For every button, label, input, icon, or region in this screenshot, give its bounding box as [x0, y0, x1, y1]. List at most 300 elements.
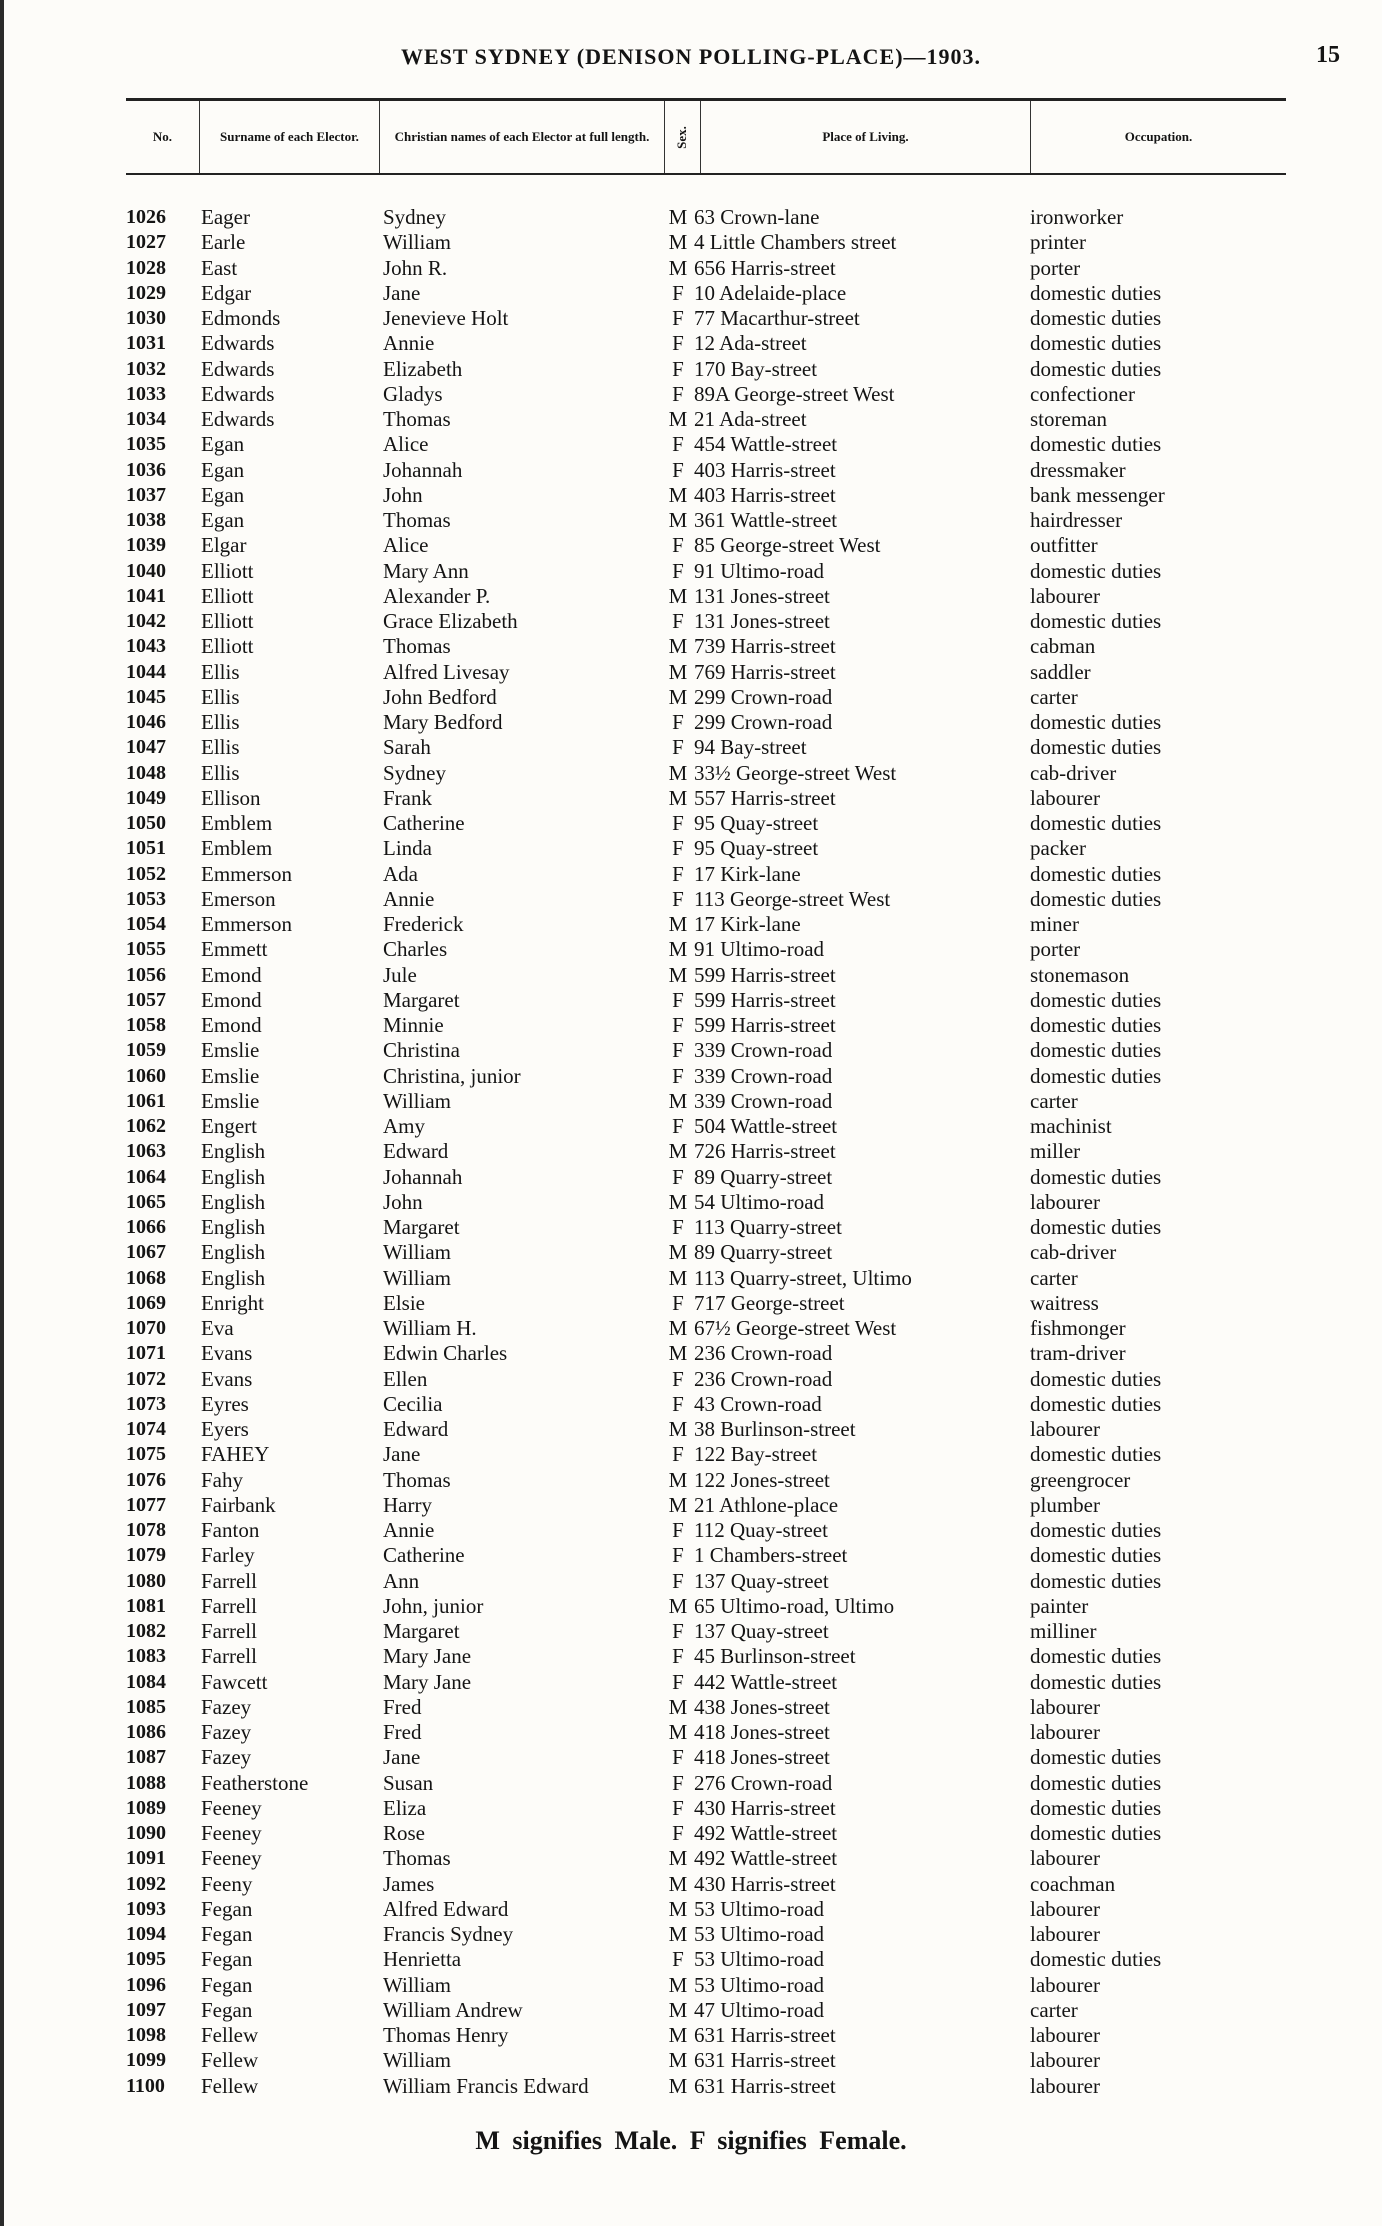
- elector-christian-names: Francis Sydney: [383, 1922, 514, 1946]
- elector-place: 33½ George-street West: [694, 760, 897, 785]
- table-row: [0, 1291, 1382, 1316]
- elector-occupation: waitress: [1030, 1290, 1099, 1315]
- elector-surname: Evans: [201, 1366, 253, 1391]
- table-row: [0, 1670, 1382, 1695]
- elector-occupation: cabman: [1030, 634, 1096, 659]
- elector-christian-names: Mary Jane: [383, 1669, 472, 1694]
- elector-christian-names: Alfred Edward: [383, 1896, 509, 1921]
- elector-christian-names: Frederick: [383, 912, 464, 936]
- table-row: [0, 1922, 1382, 1947]
- elector-christian-names: Alfred Livesay: [383, 659, 510, 684]
- elector-occupation: domestic duties: [1030, 1391, 1162, 1416]
- elector-occupation: packer: [1030, 836, 1086, 861]
- elector-place: 131 Jones-street: [694, 609, 830, 633]
- elector-surname: Ellis: [201, 684, 240, 709]
- elector-sex: F: [672, 1013, 684, 1037]
- table-row: [0, 1089, 1382, 1114]
- elector-occupation: fishmonger: [1030, 1316, 1126, 1340]
- table-row: [0, 1796, 1382, 1821]
- elector-number: 1097: [126, 1998, 166, 2021]
- elector-sex: M: [668, 1467, 688, 1492]
- elector-number: 1081: [126, 1594, 166, 1617]
- elector-sex: F: [672, 533, 684, 558]
- elector-surname: Farrell: [201, 1619, 257, 1643]
- elector-place: 557 Harris-street: [694, 785, 836, 810]
- table-row: [0, 559, 1382, 584]
- table-row: [0, 937, 1382, 962]
- elector-sex: M: [668, 1417, 688, 1441]
- elector-place: 122 Jones-street: [694, 1467, 830, 1492]
- elector-place: 361 Wattle-street: [694, 508, 838, 532]
- elector-place: 122 Bay-street: [694, 1442, 818, 1467]
- elector-place: 112 Quay-street: [694, 1518, 828, 1542]
- elector-christian-names: William H.: [383, 1316, 477, 1340]
- elector-number: 1054: [126, 913, 166, 935]
- elector-sex: M: [668, 1972, 688, 1997]
- table-row: [0, 1897, 1382, 1922]
- table-row: [0, 1846, 1382, 1871]
- elector-sex: M: [668, 583, 688, 608]
- table-row: [0, 609, 1382, 634]
- elector-sex: M: [668, 230, 688, 255]
- elector-place: 63 Crown-lane: [694, 205, 820, 229]
- elector-occupation: tram-driver: [1030, 1341, 1126, 1366]
- elector-sex: F: [672, 1442, 684, 1467]
- table-row: [0, 1594, 1382, 1619]
- elector-surname: English: [201, 1139, 266, 1164]
- elector-number: 1074: [126, 1418, 166, 1440]
- elector-number: 1029: [126, 281, 166, 304]
- elector-number: 1085: [126, 1695, 166, 1718]
- elector-occupation: cab-driver: [1030, 760, 1117, 785]
- elector-number: 1062: [126, 1115, 166, 1137]
- elector-surname: Farrell: [201, 1593, 257, 1618]
- elector-place: 85 George-street West: [694, 533, 881, 558]
- elector-christian-names: Margaret: [383, 1215, 460, 1239]
- elector-sex: F: [672, 1619, 684, 1643]
- elector-place: 95 Quay-street: [694, 836, 819, 861]
- elector-christian-names: William: [383, 230, 451, 255]
- elector-occupation: labourer: [1030, 2048, 1100, 2073]
- table-row: [0, 988, 1382, 1013]
- table-row: [0, 1695, 1382, 1720]
- elector-place: 631 Harris-street: [694, 2048, 836, 2073]
- elector-occupation: outfitter: [1030, 533, 1098, 558]
- elector-number: 1060: [126, 1064, 166, 1087]
- elector-occupation: miller: [1030, 1139, 1081, 1164]
- elector-number: 1059: [126, 1039, 166, 1062]
- elector-number: 1091: [126, 1847, 166, 1870]
- elector-surname: Egan: [201, 482, 245, 507]
- elector-occupation: domestic duties: [1030, 1215, 1162, 1239]
- elector-occupation: domestic duties: [1030, 1518, 1162, 1542]
- elector-number: 1053: [126, 887, 166, 910]
- elector-sex: F: [672, 861, 684, 886]
- elector-occupation: domestic duties: [1030, 1366, 1162, 1391]
- table-row: [0, 281, 1382, 306]
- elector-occupation: domestic duties: [1030, 1644, 1162, 1669]
- elector-place: 89 Quarry-street: [694, 1240, 833, 1265]
- table-row: [0, 357, 1382, 382]
- elector-surname: Fairbank: [201, 1492, 276, 1517]
- table-row: [0, 483, 1382, 508]
- table-row: [0, 1872, 1382, 1897]
- table-row: [0, 1821, 1382, 1846]
- elector-number: 1094: [126, 1923, 166, 1945]
- page-title: WEST SYDNEY (DENISON POLLING-PLACE)—1903.: [400, 44, 982, 69]
- elector-sex: M: [668, 684, 688, 709]
- elector-surname: Fellew: [201, 2073, 259, 2098]
- elector-christian-names: Christina: [383, 1038, 460, 1063]
- elector-sex: M: [668, 205, 688, 229]
- elector-christian-names: Harry: [383, 1492, 432, 1517]
- elector-surname: Elliott: [201, 583, 254, 608]
- elector-place: 236 Crown-road: [694, 1341, 833, 1366]
- table-row: [0, 306, 1382, 331]
- elector-surname: Engert: [201, 1114, 257, 1138]
- elector-occupation: domestic duties: [1030, 1568, 1162, 1593]
- elector-sex: F: [672, 1391, 684, 1416]
- elector-sex: F: [672, 735, 684, 760]
- elector-surname: Eva: [201, 1316, 234, 1340]
- elector-christian-names: James: [383, 1871, 435, 1896]
- elector-surname: Fegan: [201, 1972, 253, 1997]
- elector-surname: English: [201, 1164, 266, 1189]
- elector-surname: Evans: [201, 1341, 253, 1366]
- elector-surname: Ellis: [201, 760, 240, 785]
- elector-number: 1100: [126, 2074, 165, 2097]
- elector-sex: M: [668, 937, 688, 962]
- elector-christian-names: Annie: [383, 1518, 435, 1542]
- elector-surname: Emmett: [201, 937, 268, 962]
- table-row: [0, 1190, 1382, 1215]
- elector-number: 1080: [126, 1569, 166, 1592]
- elector-surname: Ellison: [201, 785, 261, 810]
- table-row: [0, 1392, 1382, 1417]
- elector-surname: Edwards: [201, 381, 275, 406]
- elector-christian-names: Ellen: [383, 1366, 428, 1391]
- elector-number: 1096: [126, 1973, 166, 1996]
- elector-sex: F: [672, 457, 684, 482]
- elector-surname: Emmerson: [201, 861, 292, 886]
- elector-place: 91 Ultimo-road: [694, 937, 825, 962]
- elector-sex: F: [672, 836, 684, 861]
- table-row: [0, 1165, 1382, 1190]
- elector-sex: M: [668, 1240, 688, 1265]
- table-row: [0, 634, 1382, 659]
- elector-occupation: labourer: [1030, 785, 1100, 810]
- elector-number: 1090: [126, 1822, 166, 1844]
- elector-place: 299 Crown-road: [694, 710, 833, 734]
- elector-christian-names: Alexander P.: [383, 583, 491, 608]
- table-row: [0, 912, 1382, 937]
- table-row: [0, 1720, 1382, 1745]
- table-row: [0, 710, 1382, 735]
- elector-sex: M: [668, 2073, 688, 2098]
- elector-christian-names: John: [383, 1189, 423, 1214]
- table-row: [0, 1240, 1382, 1265]
- elector-number: 1086: [126, 1721, 166, 1743]
- table-row: [0, 1619, 1382, 1644]
- table-row: [0, 205, 1382, 230]
- elector-occupation: domestic duties: [1030, 987, 1162, 1012]
- elector-number: 1051: [126, 837, 166, 860]
- elector-surname: Egan: [201, 508, 245, 532]
- elector-surname: Edgar: [201, 280, 252, 305]
- elector-number: 1033: [126, 382, 166, 405]
- elector-christian-names: John Bedford: [383, 684, 497, 709]
- elector-christian-names: William: [383, 1240, 451, 1265]
- elector-sex: F: [672, 1518, 684, 1542]
- table-row: [0, 2048, 1382, 2073]
- elector-christian-names: William: [383, 1265, 451, 1290]
- elector-christian-names: Thomas: [383, 1467, 451, 1492]
- elector-place: 12 Ada-street: [694, 331, 807, 356]
- elector-christian-names: John R.: [383, 255, 448, 280]
- table-row: [0, 786, 1382, 811]
- elector-occupation: labourer: [1030, 1846, 1100, 1871]
- elector-surname: Egan: [201, 432, 245, 457]
- table-row: [0, 331, 1382, 356]
- elector-christian-names: William: [383, 1088, 451, 1113]
- table-row: [0, 1745, 1382, 1770]
- elector-occupation: labourer: [1030, 1896, 1100, 1921]
- elector-number: 1057: [126, 988, 166, 1011]
- elector-surname: Farley: [201, 1543, 255, 1568]
- table-row: [0, 1947, 1382, 1972]
- elector-christian-names: John: [383, 482, 423, 507]
- elector-surname: Emblem: [201, 811, 273, 835]
- elector-surname: Featherstone: [201, 1770, 309, 1795]
- elector-christian-names: Jenevieve Holt: [383, 306, 509, 330]
- elector-occupation: domestic duties: [1030, 1013, 1162, 1037]
- elector-place: 10 Adelaide-place: [694, 280, 847, 305]
- elector-surname: Feeney: [201, 1795, 262, 1820]
- elector-sex: F: [672, 1164, 684, 1189]
- table-row: [0, 1442, 1382, 1467]
- table-row: [0, 862, 1382, 887]
- elector-sex: M: [668, 1922, 688, 1946]
- elector-christian-names: Thomas: [383, 634, 451, 659]
- elector-sex: M: [668, 659, 688, 684]
- elector-surname: Egan: [201, 457, 245, 482]
- elector-occupation: greengrocer: [1030, 1467, 1131, 1492]
- elector-occupation: saddler: [1030, 659, 1091, 684]
- table-row: [0, 2023, 1382, 2048]
- elector-number: 1099: [126, 2049, 166, 2072]
- elector-surname: English: [201, 1265, 266, 1290]
- table-row: [0, 1998, 1382, 2023]
- table-row: [0, 1973, 1382, 1998]
- elector-christian-names: Catherine: [383, 1543, 465, 1568]
- elector-place: 91 Ultimo-road: [694, 558, 825, 583]
- elector-sex: M: [668, 962, 688, 987]
- elector-place: 430 Harris-street: [694, 1795, 836, 1820]
- table-row: [0, 1771, 1382, 1796]
- elector-christian-names: Alice: [383, 432, 429, 457]
- elector-place: 454 Wattle-street: [694, 432, 838, 457]
- elector-place: 599 Harris-street: [694, 987, 836, 1012]
- elector-occupation: carter: [1030, 1088, 1078, 1113]
- elector-place: 1 Chambers-street: [694, 1543, 848, 1568]
- elector-place: 53 Ultimo-road: [694, 1972, 825, 1997]
- elector-surname: Edwards: [201, 331, 275, 356]
- elector-sex: M: [668, 2048, 688, 2073]
- elector-occupation: coachman: [1030, 1871, 1116, 1896]
- elector-christian-names: Amy: [383, 1114, 425, 1138]
- table-row: [0, 458, 1382, 483]
- elector-place: 726 Harris-street: [694, 1139, 836, 1164]
- elector-surname: Fellew: [201, 2048, 259, 2073]
- elector-occupation: domestic duties: [1030, 710, 1162, 734]
- elector-sex: M: [668, 1492, 688, 1517]
- elector-christian-names: Thomas: [383, 508, 451, 532]
- elector-surname: Fahy: [201, 1467, 243, 1492]
- elector-number: 1028: [126, 256, 166, 279]
- elector-surname: Emerson: [201, 886, 276, 911]
- table-row: [0, 1367, 1382, 1392]
- elector-surname: Emond: [201, 987, 262, 1012]
- elector-sex: M: [668, 1720, 688, 1744]
- elector-number: 1044: [126, 660, 166, 683]
- elector-occupation: domestic duties: [1030, 1669, 1162, 1694]
- table-row: [0, 1316, 1382, 1341]
- elector-sex: M: [668, 482, 688, 507]
- table-row: [0, 407, 1382, 432]
- elector-place: 131 Jones-street: [694, 583, 830, 608]
- elector-place: 339 Crown-road: [694, 1088, 833, 1113]
- elector-place: 38 Burlinson-street: [694, 1417, 856, 1441]
- elector-sex: F: [672, 609, 684, 633]
- elector-sex: F: [672, 987, 684, 1012]
- elector-sex: F: [672, 381, 684, 406]
- elector-sex: F: [672, 306, 684, 330]
- elector-sex: F: [672, 432, 684, 457]
- elector-place: 137 Quay-street: [694, 1568, 829, 1593]
- elector-christian-names: Sydney: [383, 760, 446, 785]
- elector-occupation: domestic duties: [1030, 356, 1162, 381]
- elector-number: 1046: [126, 711, 166, 733]
- elector-place: 438 Jones-street: [694, 1694, 830, 1719]
- table-row: [0, 836, 1382, 861]
- elector-christian-names: Mary Jane: [383, 1644, 472, 1669]
- elector-surname: Emslie: [201, 1088, 260, 1113]
- elector-sex: F: [672, 1215, 684, 1239]
- elector-place: 113 Quarry-street, Ultimo: [694, 1265, 912, 1290]
- elector-number: 1076: [126, 1468, 166, 1491]
- elector-christian-names: Annie: [383, 331, 435, 356]
- elector-christian-names: John, junior: [383, 1593, 484, 1618]
- elector-occupation: domestic duties: [1030, 1543, 1162, 1568]
- elector-number: 1050: [126, 812, 166, 834]
- elector-christian-names: Margaret: [383, 987, 460, 1012]
- table-row: [0, 1543, 1382, 1568]
- elector-sex: F: [672, 1063, 684, 1088]
- elector-list: [0, 205, 1382, 2099]
- elector-surname: Ellis: [201, 735, 240, 760]
- elector-place: 236 Crown-road: [694, 1366, 833, 1391]
- elector-christian-names: Ann: [383, 1568, 420, 1593]
- elector-surname: Edmonds: [201, 306, 281, 330]
- elector-occupation: labourer: [1030, 1720, 1100, 1744]
- elector-number: 1089: [126, 1796, 166, 1819]
- column-headers: [126, 98, 1286, 175]
- elector-surname: Fazey: [201, 1745, 252, 1770]
- elector-sex: M: [668, 1896, 688, 1921]
- elector-occupation: machinist: [1030, 1114, 1112, 1138]
- elector-sex: M: [668, 1341, 688, 1366]
- elector-occupation: printer: [1030, 230, 1086, 255]
- elector-number: 1088: [126, 1771, 166, 1794]
- table-row: [0, 761, 1382, 786]
- elector-place: 89 Quarry-street: [694, 1164, 833, 1189]
- elector-place: 418 Jones-street: [694, 1745, 830, 1770]
- elector-number: 1049: [126, 786, 166, 809]
- column-header-occupation: Occupation.: [1124, 128, 1193, 144]
- elector-sex: F: [672, 1947, 684, 1972]
- elector-place: 47 Ultimo-road: [694, 1997, 825, 2022]
- table-row: [0, 1139, 1382, 1164]
- elector-surname: Emblem: [201, 836, 273, 861]
- elector-occupation: miner: [1030, 912, 1079, 936]
- elector-place: 418 Jones-street: [694, 1720, 830, 1744]
- footnote: M signifies Male. F signifies Female.: [475, 2126, 907, 2155]
- elector-christian-names: Jane: [383, 1745, 421, 1770]
- elector-occupation: domestic duties: [1030, 1947, 1162, 1972]
- elector-christian-names: Ada: [383, 861, 418, 886]
- elector-number: 1098: [126, 2024, 166, 2046]
- elector-place: 430 Harris-street: [694, 1871, 836, 1896]
- elector-place: 442 Wattle-street: [694, 1669, 838, 1694]
- elector-sex: M: [668, 1189, 688, 1214]
- table-row: [0, 1114, 1382, 1139]
- elector-number: 1058: [126, 1014, 166, 1036]
- elector-place: 43 Crown-road: [694, 1391, 822, 1416]
- elector-occupation: ironworker: [1030, 205, 1124, 229]
- elector-occupation: domestic duties: [1030, 331, 1162, 356]
- elector-occupation: domestic duties: [1030, 811, 1162, 835]
- elector-sex: F: [672, 1644, 684, 1669]
- elector-surname: Fellew: [201, 2023, 259, 2047]
- elector-occupation: labourer: [1030, 1417, 1100, 1441]
- elector-sex: M: [668, 1997, 688, 2022]
- elector-sex: M: [668, 1593, 688, 1618]
- elector-sex: F: [672, 331, 684, 356]
- elector-number: 1056: [126, 963, 166, 986]
- elector-occupation: labourer: [1030, 1972, 1100, 1997]
- elector-occupation: stonemason: [1030, 962, 1130, 987]
- elector-surname: Enright: [201, 1290, 264, 1315]
- elector-sex: F: [672, 1795, 684, 1820]
- elector-surname: Emond: [201, 1013, 262, 1037]
- table-row: [0, 533, 1382, 558]
- elector-place: 113 Quarry-street: [694, 1215, 842, 1239]
- elector-surname: Fazey: [201, 1694, 252, 1719]
- elector-number: 1031: [126, 332, 166, 355]
- elector-sex: F: [672, 356, 684, 381]
- elector-number: 1079: [126, 1544, 166, 1567]
- elector-occupation: domestic duties: [1030, 609, 1162, 633]
- elector-place: 67½ George-street West: [694, 1316, 897, 1340]
- elector-place: 403 Harris-street: [694, 457, 836, 482]
- elector-number: 1043: [126, 635, 166, 658]
- elector-sex: F: [672, 1290, 684, 1315]
- elector-occupation: domestic duties: [1030, 1063, 1162, 1088]
- elector-surname: English: [201, 1215, 266, 1239]
- table-row: [0, 1644, 1382, 1669]
- elector-christian-names: Sydney: [383, 205, 446, 229]
- elector-christian-names: Rose: [383, 1821, 425, 1845]
